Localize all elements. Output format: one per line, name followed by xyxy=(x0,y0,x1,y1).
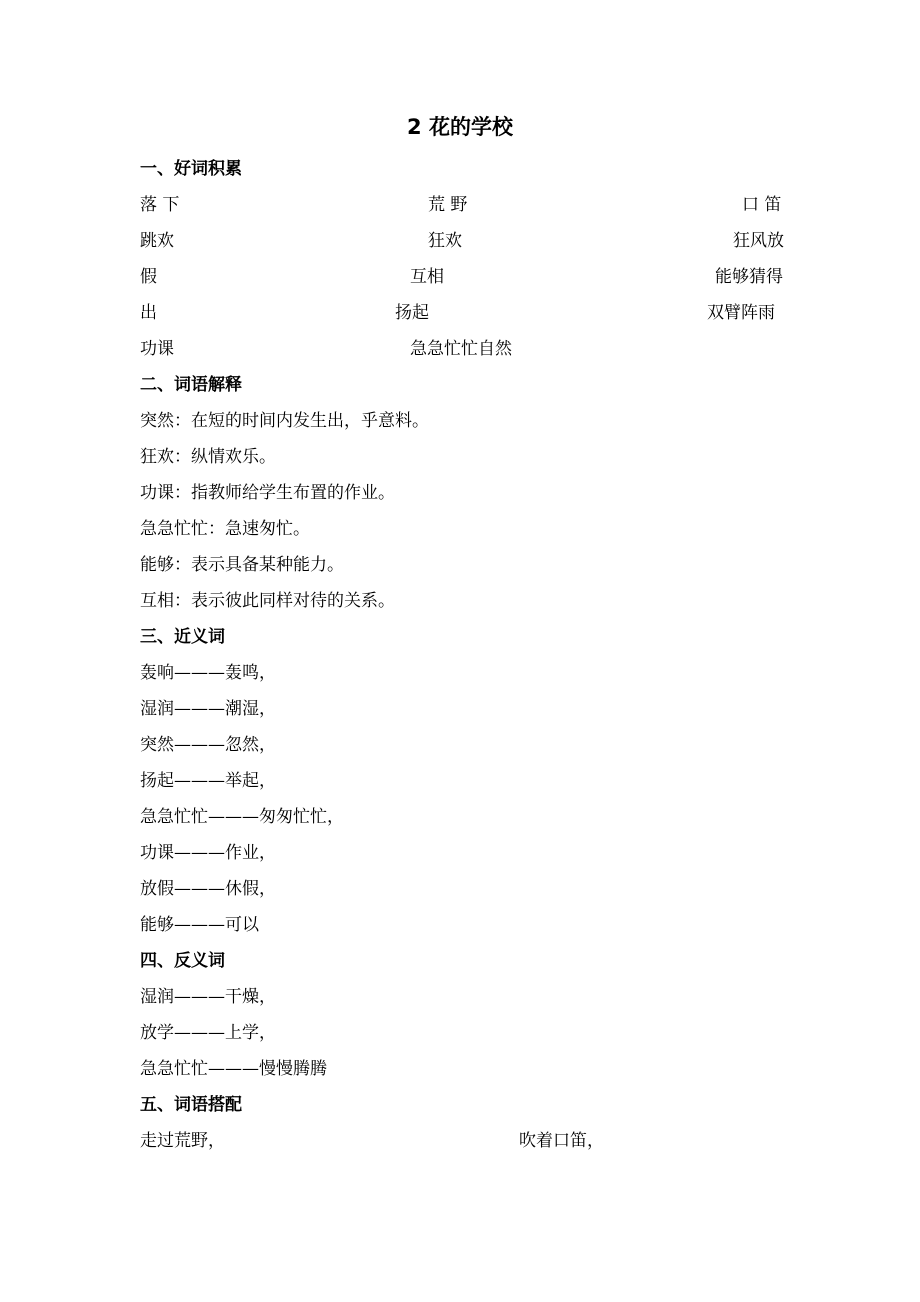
vocab-word: 急急忙忙自然 xyxy=(410,339,512,359)
section-heading-synonyms: 三、近义词 xyxy=(140,627,225,647)
vocab-word: 落 下 xyxy=(140,195,180,215)
synonym-item: 扬起———举起， xyxy=(140,771,276,791)
vocab-word: 跳欢 xyxy=(140,231,174,251)
definition-item: 急急忙忙：急速匆忙。 xyxy=(140,519,310,539)
synonym-item: 急急忙忙———匆匆忙忙， xyxy=(140,807,344,827)
synonym-item: 功课———作业， xyxy=(140,843,276,863)
section-heading-antonyms: 四、反义词 xyxy=(140,951,225,971)
antonym-item: 湿润———干燥， xyxy=(140,987,276,1007)
collocation-item: 吹着口笛， xyxy=(519,1131,604,1151)
definition-item: 互相：表示彼此同样对待的关系。 xyxy=(140,591,395,611)
definition-item: 狂欢：纵情欢乐。 xyxy=(140,447,276,467)
vocab-word: 假 xyxy=(140,267,157,287)
antonym-item: 急急忙忙———慢慢腾腾 xyxy=(140,1059,327,1079)
vocab-word: 能够猜得 xyxy=(715,267,783,287)
vocab-word: 互相 xyxy=(410,267,444,287)
synonym-item: 湿润———潮湿， xyxy=(140,699,276,719)
section-heading-definitions: 二、词语解释 xyxy=(140,375,242,395)
vocab-word: 双臂阵雨 xyxy=(707,303,775,323)
vocab-word: 荒 野 xyxy=(428,195,468,215)
vocab-word: 扬起 xyxy=(395,303,429,323)
definition-item: 突然：在短的时间内发生出，乎意料。 xyxy=(140,411,429,431)
page-title: 2 花的学校 xyxy=(407,115,513,139)
definition-item: 功课：指教师给学生布置的作业。 xyxy=(140,483,395,503)
vocab-word: 功课 xyxy=(140,339,174,359)
section-heading-vocabulary: 一、好词积累 xyxy=(140,159,242,179)
vocab-word: 狂风放 xyxy=(733,231,784,251)
antonym-item: 放学———上学， xyxy=(140,1023,276,1043)
synonym-item: 突然———忽然， xyxy=(140,735,276,755)
collocation-item: 走过荒野， xyxy=(140,1131,225,1151)
definition-item: 能够：表示具备某种能力。 xyxy=(140,555,344,575)
synonym-item: 轰响———轰鸣， xyxy=(140,663,276,683)
section-heading-collocations: 五、词语搭配 xyxy=(140,1095,242,1115)
synonym-item: 能够———可以 xyxy=(140,915,259,935)
synonym-item: 放假———休假， xyxy=(140,879,276,899)
vocab-word: 狂欢 xyxy=(428,231,462,251)
vocab-word: 出 xyxy=(140,303,157,323)
vocab-word: 口 笛 xyxy=(742,195,782,215)
